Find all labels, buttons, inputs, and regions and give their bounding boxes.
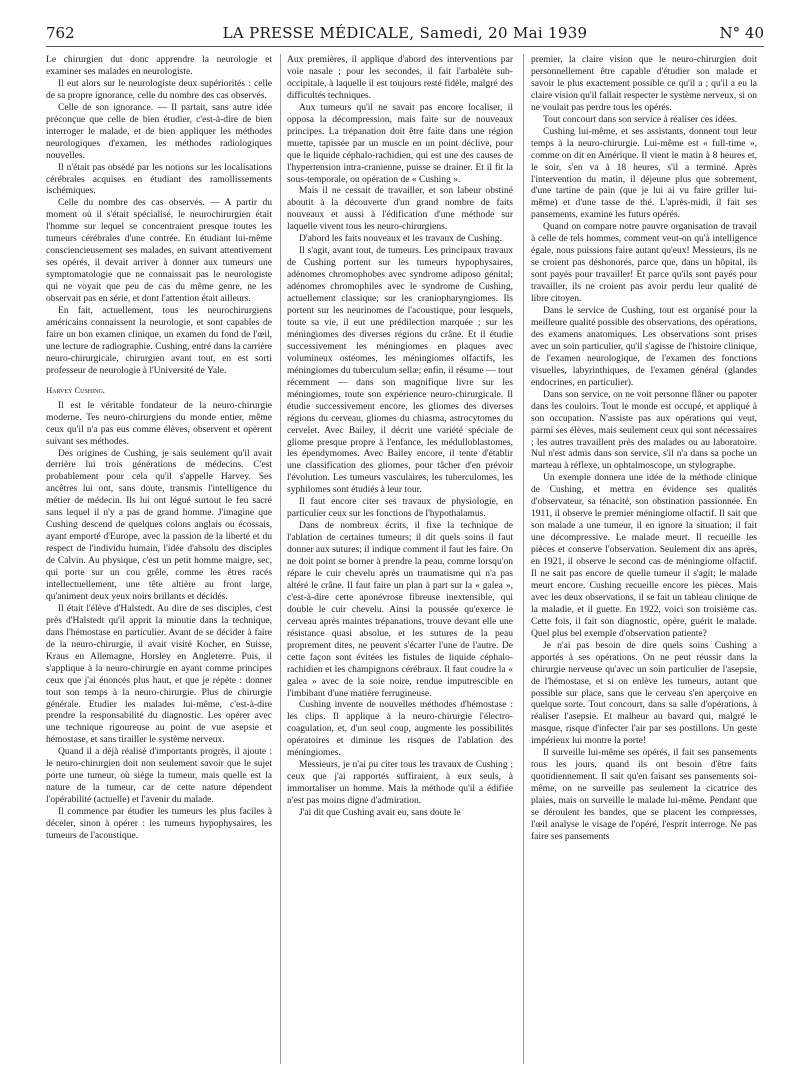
paragraph: Il s'agit, avant tout, de tumeurs. Les principaux travaux de Cushing portent sur les tumeurs hypophysaires, adénomes chromophobes avec syndrome adiposo génital; adénomes chromophiles avec le syndrome de Cushing, actuellement classique; sur les craniopharyngiomes. Ils portent sur les neurinomes de l'acoustique, pour lesquels, toute sa vie, il eut une prédilection marquée ; sur les méningiomes des diverses régions du crâne. Et il étudie successivement les méningiomes en plaques avec volumineux ostéomes, les méningiomes olfactifs, les méningiomes du tuberculum sellæ; enfin, il résume — tout récemment — dans son magnifique livre sur les méningiomes, toute son expérience neuro-chirurgicale. Il étudie successivement encore, les gliomes des diverses régions du cerveau, gliomes du chiasma, astrocytomes du cervelet. Avec Bailey, il décrit une variété spéciale de gliome presque propre à l'enfance, les médulloblastomes, les épendymomes. Avec Bailey encore, il tente d'établir une classification des gliomes, pour tâcher d'en prévoir l'évolution. Les tumeurs vasculaires, les tuberculomes, les syphilomes sont étudiés à leur tour. [287, 245, 513, 496]
column-middle [287, 54, 513, 1070]
paragraph: Aux premières, il applique d'abord des interventions par voie nasale ; pour les secondes, il fait l'arbalète sub-occipitale, à laquelle il est toujours resté fidèle, malgré des difficultés techniques. [287, 54, 513, 101]
paragraph: Le chirurgien dut donc apprendre la neurologie et examiner ses malades en neurologiste. [46, 54, 272, 77]
section-heading: Harvey Cushing. [46, 384, 105, 395]
paragraph: Aux tumeurs qu'il ne savait pas encore localiser, il opposa la décompression, mais faite sur de nouveaux principes. La trépanation doit être faite dans une région muette, tapissée par un muscle en un point déclive, pour que le liquide céphalo-rachidien, qui est une des causes de l'hypertension intra-cranienne, puisse se drainer. Et il fit la sous-temporale, ou opération de « Cushing ». [287, 101, 513, 185]
paragraph: Dans son service, on ne voit personne flâner ou papoter dans les couloirs. Tout le monde est occupé, et appliqué à son occupation. N'assiste pas aux opérations qui veut, parmi ses élèves, mais seulement ceux qui sont nécessaires ; les autres travaillent près des malades ou au laboratoire. Nul n'est admis dans son service, s'il n'a dans sa poche un marteau à réflexe, un ophtalmoscope, un stylographe. [531, 388, 757, 472]
page-header [46, 24, 764, 44]
paragraph: Dans le service de Cushing, tout est organisé pour la meilleure qualité possible des observations, des opérations, des examens anatomiques. Les observations sont prises avec un soin particulier, qu'il s'agisse de l'histoire clinique, de l'examen neurologique, de l'examen des fonctions visuelles, labyrinthiques, de l'examen général (glandes endocrines, en particulier). [531, 305, 757, 388]
paragraph: Dans de nombreux écrits, il fixe la technique de l'ablation de certaines tumeurs; il dit quels soins il faut donner aux sutures; il indique comment il faut les faire. On ne doit point se borner à prendre la peau, comme lorsqu'on répare le cuir chevelu après un traumatisme qui n'a pas altéré le crâne. Il faut faire un plan à part sur la « galea », c'est-à-dire cette aponévrose fibreuse inextensible, qui double le cuir chevelu. Ainsi la poussée qu'exerce le cerveau après maintes trépanations, trouve devant elle une résistance quasi absolue, et les sutures de la peau proprement dites, ne peuvent s'écarter l'une de l'autre. De cette façon sont évitées les fistules de liquide céphalo-rachidien et les champignons cérébraux. Il faut coudre la « galea » avec de la soie noire, rendue imputrescible en l'imbibant d'une matière ferrugineuse. [287, 520, 513, 699]
paragraph: Quand on compare notre pauvre organisation de travail à celle de tels hommes, comment veut-on qu'à intelligence égale, nous puissions faire autant qu'eux! Messieurs, ils ne se croient pas déshonorés, parce que, dans un hôpital, ils sont payés pour travailler! Et parce qu'ils sont payés pour travailler, ils ne croient pas avoir perdu leur qualité de libre citoyen. [531, 221, 757, 305]
paragraph: premier, la claire vision que le neuro-chirurgien doit personnellement être capable d'étudier son malade et savoir le plus exactement possible ce qu'il a ; qu'il a eu la claire vision qu'il fallait respecter le système nerveux, si on ne voulait pas perdre tous les opérés. [531, 54, 757, 113]
paragraph: Tout concourt dans son service à réaliser ces idées. [543, 113, 738, 125]
paragraph: Il surveille lui-même ses opérés, il fait ses pansements tous les jours, quand ils ont besoin d'être faits quotidiennement. Il sait qu'en faisant ses pansements soi-même, on ne surveille pas seulement la cicatrice des plaies, mais on surveille le malade lui-même. Pendant que se déroulent les bandes, que se placent les compresses, l'œil analyse le visage de l'opéré, l'esprit interroge. Ne pas faire ses pansements [531, 747, 757, 842]
header-rule [46, 46, 764, 47]
column-left [46, 54, 272, 1070]
paragraph: Il eut alors sur le neurologiste deux supériorités : celle de sa propre ignorance, celle du nombre des cas observés. [46, 77, 272, 101]
paragraph: Des origines de Cushing, je sais seulement qu'il avait derrière lui trois générations de médecins. C'est probablement pour cela qu'il s'appelle Harvey. Ses ancêtres lui ont, sans doute, transmis l'intelligence du métier de médecin. Ils lui ont légué surtout le feu sacré sans lequel il n'y a pas de grand homme. J'imagine que Cushing descend de quelques colons anglais ou écossais, ayant emporté d'Europe, avec la passion de la liberté et du respect de l'individu humain, l'idée d'absolu des disciples de Calvin. Au physique, c'est un petit homme maigre, sec, qui porte sur un cou grêle, comme les êtres racés intellectuellement, une tête altière au front large, qu'animent deux yeux noirs brillants et décidés. [46, 447, 272, 602]
paragraph: Il n'était pas obsédé par les notions sur les localisations cérébrales acquises en étudiant des ramollissements ischémiques. [46, 161, 272, 197]
paragraph: Un exemple donnera une idée de la méthode clinique de Cushing, et mettra en évidence ses qualités d'observateur, sa ténacité, son obstination passionnée. En 1911, il observe le premier méningiome olfactif. Il sait que son malade a une tumeur, il en ignore la situation; il fait une décompressive. Le malade meurt. Il recueille les pièces et conserve l'observation. Seulement dix ans après, en 1921, il observe le second cas de méningiome olfactif. Il ne sait pas encore de quelle tumeur il s'agit; le malade meurt encore. Cushing recueille encore les pièces. Mais avec les deux observations, il se fait un tableau clinique de la maladie, et il guette. En 1922, voici son troisième cas. Cette fois, il fait son diagnostic, opère, guérit le malade. Quel plus bel exemple d'observation patiente? [531, 472, 757, 639]
paragraph: D'abord les faits nouveaux et les travaux de Cushing. [299, 233, 502, 245]
journal-title: LA PRESSE MÉDICALE, Samedi, 20 Mai 1939 [222, 24, 588, 42]
paragraph: Celle du nombre des cas observés. — A partir du moment où il s'était spécialisé, le neurochirurgien était l'homme sur lequel se concentraient presque toutes les tumeurs cérébrales d'une contrée. En étudiant lui-même consciencieusement ses malades, en suivant attentivement ses opérés, il devait arriver à donner aux tumeurs une symptomatologie que ne connaissait pas le neurologiste qui ne voyait que peu de cas du même genre, ne les observait pas en série, et dont l'attention était ailleurs. [46, 197, 272, 305]
paragraph: Cushing lui-même, et ses assistants, donnent tout leur temps à la neuro-chirurgie. Lui-même est « full-time », comme on dit en Amérique. Il vient le matin à 8 heures et, le soir, s'en va à 18 heures, s'il a terminé. Après l'intervention du matin, il déjeune plus que sobrement, d'une tartine de pain (que je lui ai vu faire griller lui-même) et d'une tasse de thé. L'après-midi, il fait ses pansements, examine les futurs opérés. [531, 125, 757, 221]
column-right [531, 54, 757, 1070]
column-divider [280, 54, 281, 1064]
paragraph: Celle de son ignorance. — Il partait, sans autre idée préconçue que celle de bien étudier, c'est-à-dire de bien interroger le malade, et de bien appliquer les méthodes neurologiques d'examen, les méthodes radiologiques nouvelles. [46, 101, 272, 161]
paragraph: Cushing invente de nouvelles méthodes d'hémostase : les clips. Il applique à la neuro-chirurgie l'électro-coagulation, et, d'un seul coup, augmente les possibilités opératoires et diminue les risques de l'ablation des méningiomes. [287, 699, 513, 759]
paragraph: Mais il ne cessait de travailler, et son labeur obstiné aboutit à la découverte d'un grand nombre de faits nouveaux et aussi à l'édification d'une méthode sur laquelle vivent tous les neuro-chirurgiens. [287, 185, 513, 233]
paragraph: Je n'ai pas besoin de dire quels soins Cushing a apportés à ses opérations. On ne peut réussir dans la chirurgie nerveuse qu'avec un soin particulier de l'asepsie, de l'hémostase, et si on enlève les tumeurs, autant que possible sur place, sans que le cerveau s'en aperçoive en quelque sorte. Tout concourt, dans sa salle d'opérations, à réaliser l'asepsie. Et malheur au bavard qui, malgré le masque, risque d'infecter l'air par ses postillons. Un geste impérieux lui montre la porte! [531, 639, 757, 747]
paragraph: Il est le véritable fondateur de la neuro-chirurgie moderne. Tes neuro-chirurgiens du monde entier, même ceux qu'il n'a pas eus comme élèves, observent et opèrent suivant ses méthodes. [46, 399, 272, 447]
paragraph: Il faut encore citer ses travaux de physiologie, en particulier ceux sur les fonctions de l'hypothalamus. [287, 496, 513, 520]
paragraph: Quand il a déjà réalisé d'importants progrès, il ajoute : le neuro-chirurgien doit non seulement savoir que le sujet porte une tumeur, où siège la tumeur, mais quelle est la nature de la tumeur, car de cette nature dépendent l'opérabilité (actuelle) et l'avenir du malade. [46, 746, 272, 806]
paragraph: Il était l'élève d'Halstedt. Au dire de ses disciples, c'est près d'Halstedt qu'il apprit la minutie dans la technique, dans l'hémostase en particulier. Avant de se décider à faire de la neuro-chirurgie, il avait visité Kocher, en Suisse, Kraus en Allemagne, Horsley en Angleterre. Puis, il s'applique à la neuro-chirurgie en ayant comme principes ceux que j'ai énoncés plus haut, et que je répète : donner tout son temps à la neuro-chirurgie. Plus de chirurgie générale. Etudier les malades lui-même, c'est-à-dire prendre la responsabilité du diagnostic. Les opérer avec une technique rigoureuse au point de vue asepsie et hémostase, et sans tirailler le système nerveux. [46, 602, 272, 746]
issue-number: N° 40 [719, 24, 764, 42]
paragraph: J'ai dit que Cushing avait eu, sans doute le [299, 807, 461, 819]
paragraph: Messieurs, je n'ai pu citer tous les travaux de Cushing ; ceux que j'ai rapportés suffiraient, à eux seuls, à immortaliser un homme. Mais la méthode qu'il a édifiée n'est pas moins digne d'admiration. [287, 759, 513, 807]
paragraph: Il commence par étudier les tumeurs les plus faciles à déceler, sinon à opérer : les tumeurs hypophysaires, les tumeurs de l'acoustique. [46, 806, 272, 841]
page-number: 762 [46, 24, 75, 42]
paragraph: En fait, actuellement, tous les neurochirurgiens américains connaissent la neurologie, et sont capables de faire un bon examen clinique, un examen du fond de l'œil, une lecture de radiographie. Cushing, entré dans la carrière neuro-chirurgicale, chirurgien avant tout, en est sorti professeur de neurologie à l'Université de Yale. [46, 305, 272, 376]
column-divider [523, 54, 524, 1064]
